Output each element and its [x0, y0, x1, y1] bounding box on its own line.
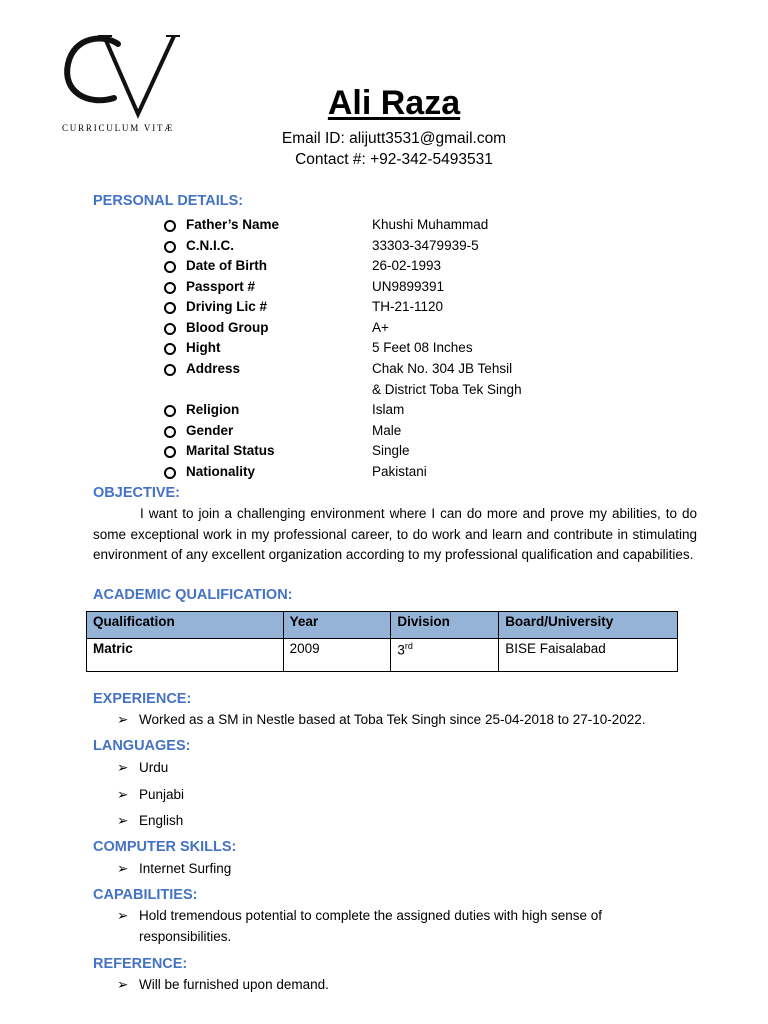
table-row	[87, 639, 678, 672]
arrow-bullet-icon: ➢	[117, 977, 129, 992]
division-value: 3	[397, 642, 405, 658]
experience-item: Worked as a SM in Nestle based at Toba Tek Singh since 25-04-2018 to 27-10-2022.	[139, 712, 646, 727]
logo-subtitle: CURRICULUM VITÆ	[62, 123, 175, 133]
arrow-bullet-icon: ➢	[117, 760, 129, 775]
board-cell: BISE Faisalabad	[499, 639, 678, 672]
email-line: Email ID: alijutt3531@gmail.com	[281, 130, 507, 147]
language-item: Punjabi	[139, 787, 185, 802]
personal-row	[164, 340, 724, 360]
personal-label: Date of Birth	[186, 258, 267, 273]
circle-bullet-icon	[164, 323, 176, 335]
arrow-bullet-icon: ➢	[117, 908, 129, 923]
arrow-bullet-icon: ➢	[117, 861, 129, 876]
personal-row	[164, 299, 724, 319]
personal-value: UN9899391	[372, 278, 445, 294]
personal-row	[164, 320, 724, 340]
personal-row	[164, 238, 724, 258]
personal-row	[164, 217, 724, 237]
capabilities-heading: CAPABILITIES:	[93, 887, 198, 903]
circle-bullet-icon	[164, 364, 176, 376]
column-header: Board/University	[499, 612, 678, 639]
reference-item: Will be furnished upon demand.	[139, 977, 329, 992]
objective-heading: OBJECTIVE:	[93, 485, 181, 501]
personal-label: Nationality	[186, 463, 256, 479]
personal-label: Gender	[186, 422, 234, 438]
circle-bullet-icon	[164, 426, 176, 438]
contact-line: Contact #: +92-342-5493531	[295, 151, 493, 168]
personal-value: Islam	[372, 402, 405, 417]
qualification-cell: Matric	[87, 639, 284, 672]
personal-value: Single	[372, 443, 410, 458]
column-header: Year	[283, 612, 391, 639]
objective-text: I want to join a challenging environment where I can do more and prove my abilities, to do some exceptional work in my professional career, to do work and learn and contribute in stimulating environment of any excellent organization according to my professional qualification and capabilities.	[93, 506, 697, 562]
personal-value: Male	[372, 422, 402, 438]
reference-heading: REFERENCE:	[93, 956, 188, 972]
year-cell: 2009	[283, 639, 391, 672]
language-item: Urdu	[139, 760, 169, 775]
personal-row	[164, 258, 724, 278]
computer-skills-heading: COMPUTER SKILLS:	[93, 839, 237, 855]
circle-bullet-icon	[164, 220, 176, 232]
personal-label: Address	[186, 360, 241, 376]
personal-label: C.N.I.C.	[186, 237, 235, 253]
table-header-row	[87, 612, 678, 639]
division-suffix: rd	[404, 641, 413, 651]
personal-row	[164, 423, 724, 443]
circle-bullet-icon	[164, 405, 176, 417]
personal-value: Khushi Muhammad	[372, 217, 489, 232]
personal-value-continued: & District Toba Tek Singh	[372, 381, 522, 397]
circle-bullet-icon	[164, 261, 176, 273]
personal-label: Hight	[186, 340, 221, 355]
arrow-bullet-icon: ➢	[117, 712, 129, 727]
personal-value: Chak No. 304 JB Tehsil	[372, 360, 513, 376]
column-header: Division	[391, 612, 499, 639]
personal-row	[164, 464, 724, 484]
arrow-bullet-icon: ➢	[117, 813, 129, 828]
circle-bullet-icon	[164, 282, 176, 294]
personal-row	[164, 402, 724, 422]
personal-row	[164, 279, 724, 299]
personal-row	[164, 361, 724, 402]
academic-table	[86, 611, 678, 672]
personal-label: Blood Group	[186, 319, 269, 335]
personal-label: Religion	[186, 402, 240, 417]
candidate-name: Ali Raza	[327, 84, 461, 122]
personal-row	[164, 443, 724, 463]
personal-details-heading: PERSONAL DETAILS:	[93, 193, 244, 209]
circle-bullet-icon	[164, 343, 176, 355]
personal-value: A+	[372, 319, 389, 335]
circle-bullet-icon	[164, 241, 176, 253]
personal-label: Father’s Name	[186, 217, 280, 232]
language-item: English	[139, 813, 184, 828]
personal-label: Driving Lic #	[186, 299, 268, 314]
personal-value: 33303-3479939-5	[372, 237, 479, 253]
computer-skill-item: Internet Surfing	[139, 861, 232, 876]
division-cell	[391, 639, 499, 672]
academic-heading: ACADEMIC QUALIFICATION:	[93, 587, 293, 603]
arrow-bullet-icon: ➢	[117, 787, 129, 802]
personal-label: Passport #	[186, 278, 256, 294]
languages-heading: LANGUAGES:	[93, 738, 191, 754]
circle-bullet-icon	[164, 302, 176, 314]
column-header: Qualification	[87, 612, 284, 639]
personal-label: Marital Status	[186, 443, 275, 458]
experience-heading: EXPERIENCE:	[93, 691, 192, 707]
personal-value: 5 Feet 08 Inches	[372, 340, 473, 355]
personal-value: 26-02-1993	[372, 258, 442, 273]
capability-item: Hold tremendous potential to complete the assigned duties with high sense of responsibilities.	[139, 908, 603, 944]
circle-bullet-icon	[164, 467, 176, 479]
personal-value: Pakistani	[372, 463, 427, 479]
circle-bullet-icon	[164, 446, 176, 458]
personal-value: TH-21-1120	[372, 299, 444, 314]
